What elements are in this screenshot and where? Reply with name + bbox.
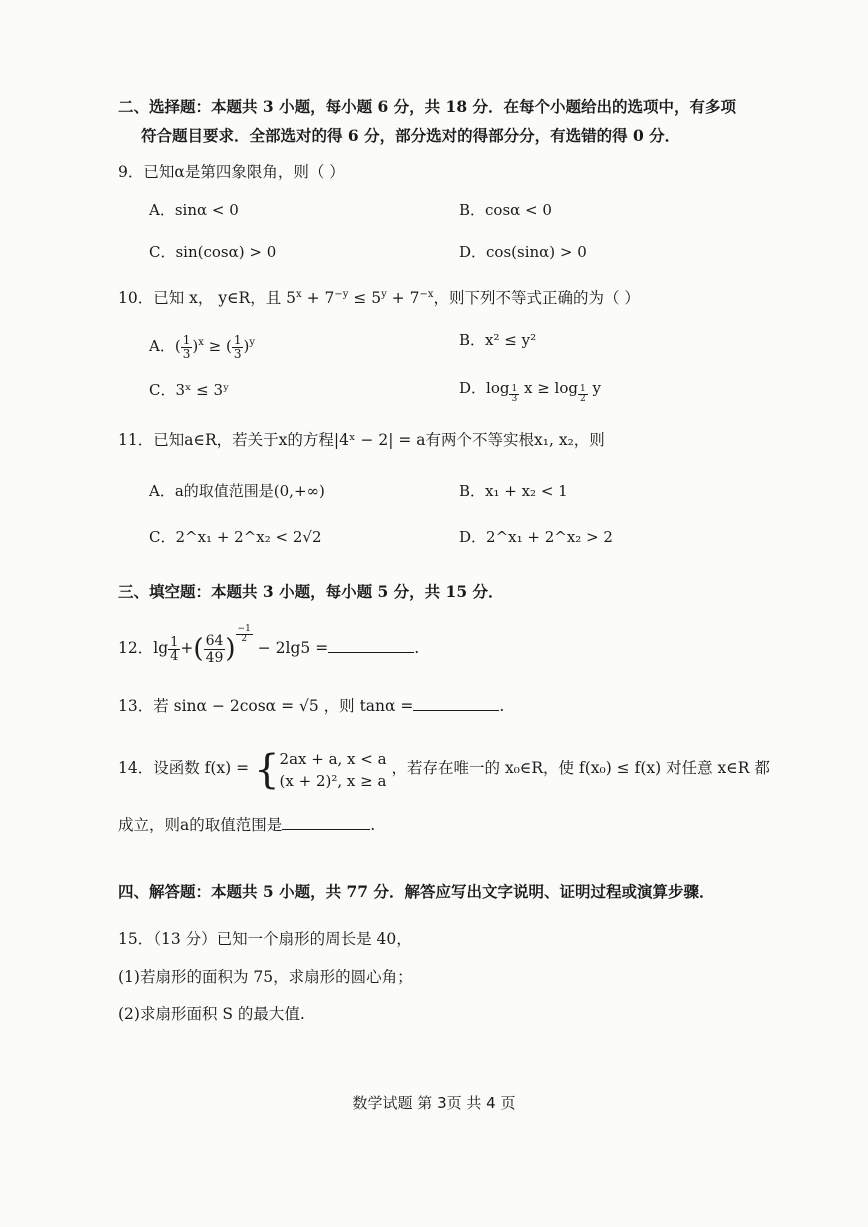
q14-case1: 2ax + a, x < a <box>279 750 387 768</box>
page-footer: 数学试题 第 3页 共 4 页 <box>352 1094 516 1112</box>
q12-tail: − 2lg5 = <box>257 639 329 658</box>
q14-line <box>118 744 770 792</box>
q10-stem: 10．已知 x， y∈R，且 $5^x + 7^{-y} \le 5^y + 7^{-x}$，则下列不等式正确的为（ ） <box>118 289 640 308</box>
q11-option-d: D．2^x₁ + 2^x₂ > 2 <box>459 528 613 546</box>
q14-answer-blank[interactable] <box>282 829 370 830</box>
q11-option-c: C．2^x₁ + 2^x₂ < 2√2 <box>149 528 322 546</box>
q10-option-b: B．x² ≤ y² <box>459 331 537 349</box>
q13-answer-blank[interactable] <box>413 710 499 711</box>
q11-option-b: B．x₁ + x₂ < 1 <box>459 482 568 500</box>
q9-option-b: B．cosα < 0 <box>459 201 552 219</box>
q12-num: 12． <box>118 639 154 658</box>
q9-option-d: D．cos(sinα) > 0 <box>459 243 587 261</box>
q13-text: 13．若 sinα − 2cosα = √5 ，则 tanα = <box>118 697 414 715</box>
q10-option-a-label: A． <box>149 337 175 355</box>
section2-heading-cont: 符合题目要求．全部选对的得 6 分，部分选对的得部分分，有选错的得 0 分． <box>141 126 681 145</box>
section2-heading: 二、选择题：本题共 3 小题，每小题 6 分，共 18 分．在每个小题给出的选项中，有多项 <box>118 97 737 116</box>
q11-equation: |4ˣ − 2| = a <box>333 431 426 449</box>
q13-line: 13．若 sinα − 2cosα = √5 ，则 tanα = . <box>118 697 505 715</box>
q15-stem: 15．（13 分）已知一个扇形的周长是 40， <box>118 930 412 948</box>
q10-stem-prefix: 10．已知 x， y∈R，且 5 <box>118 289 297 308</box>
q10-option-c: C．3ˣ ≤ 3ʸ <box>149 381 230 399</box>
q10-option-d: D．log $_{\frac{1}{3}}$ x ≥ log $_{\frac{1}{2}}$ y <box>459 379 601 404</box>
q14-num: 14．设函数 f(x) = <box>118 759 250 777</box>
q12-line: 12．lg $\frac{1}{4}$ +( $\frac{64}{49}$ ) $^{\frac{-1}{2}}$ − 2lg5 = . <box>118 624 420 666</box>
q9-option-c: C．sin(cosα) > 0 <box>149 243 277 261</box>
q10-stem-suffix: ，则下列不等式正确的为（ ） <box>433 289 640 308</box>
q14-rest: ，若存在唯一的 x₀∈R，使 f(x₀) ≤ f(x) 对任意 x∈R 都 <box>391 759 770 777</box>
q14-piecewise: { 2ax + a, x < a (x + 2)², x ≥ a <box>254 747 387 793</box>
q11-stem <box>118 430 605 450</box>
section3-heading: 三、填空题：本题共 3 小题，每小题 5 分，共 15 分． <box>118 582 504 601</box>
q11-stem-prefix: 11．已知a∈R，若关于x的方程 <box>118 431 334 449</box>
q15-part2: (2)求扇形面积 S 的最大值. <box>118 1005 305 1023</box>
q10-option-d-label: D． <box>459 379 487 397</box>
q14-case2: (x + 2)², x ≥ a <box>279 772 387 790</box>
q12-answer-blank[interactable] <box>328 652 414 653</box>
q11-option-a: A．a的取值范围是(0,+∞) <box>149 482 325 500</box>
q10-option-a: A．( $\frac{1}{3}$ )$^x$ ≥ ( $\frac{1}{3}$ )$^y$ <box>149 332 255 361</box>
q14-line2: 成立，则a的取值范围是 . <box>118 816 376 834</box>
q9-option-a: A．sinα < 0 <box>149 201 239 219</box>
q15-part1: (1)若扇形的面积为 75，求扇形的圆心角； <box>118 968 413 986</box>
q9-stem: 9．已知α是第四象限角，则（ ） <box>118 163 345 181</box>
q14-line2-text: 成立，则a的取值范围是 <box>118 816 283 834</box>
q11-stem-suffix: 有两个不等实根x₁, x₂，则 <box>425 431 605 449</box>
section4-heading: 四、解答题：本题共 5 小题，共 77 分．解答应写出文字说明、证明过程或演算步骤． <box>118 882 715 901</box>
